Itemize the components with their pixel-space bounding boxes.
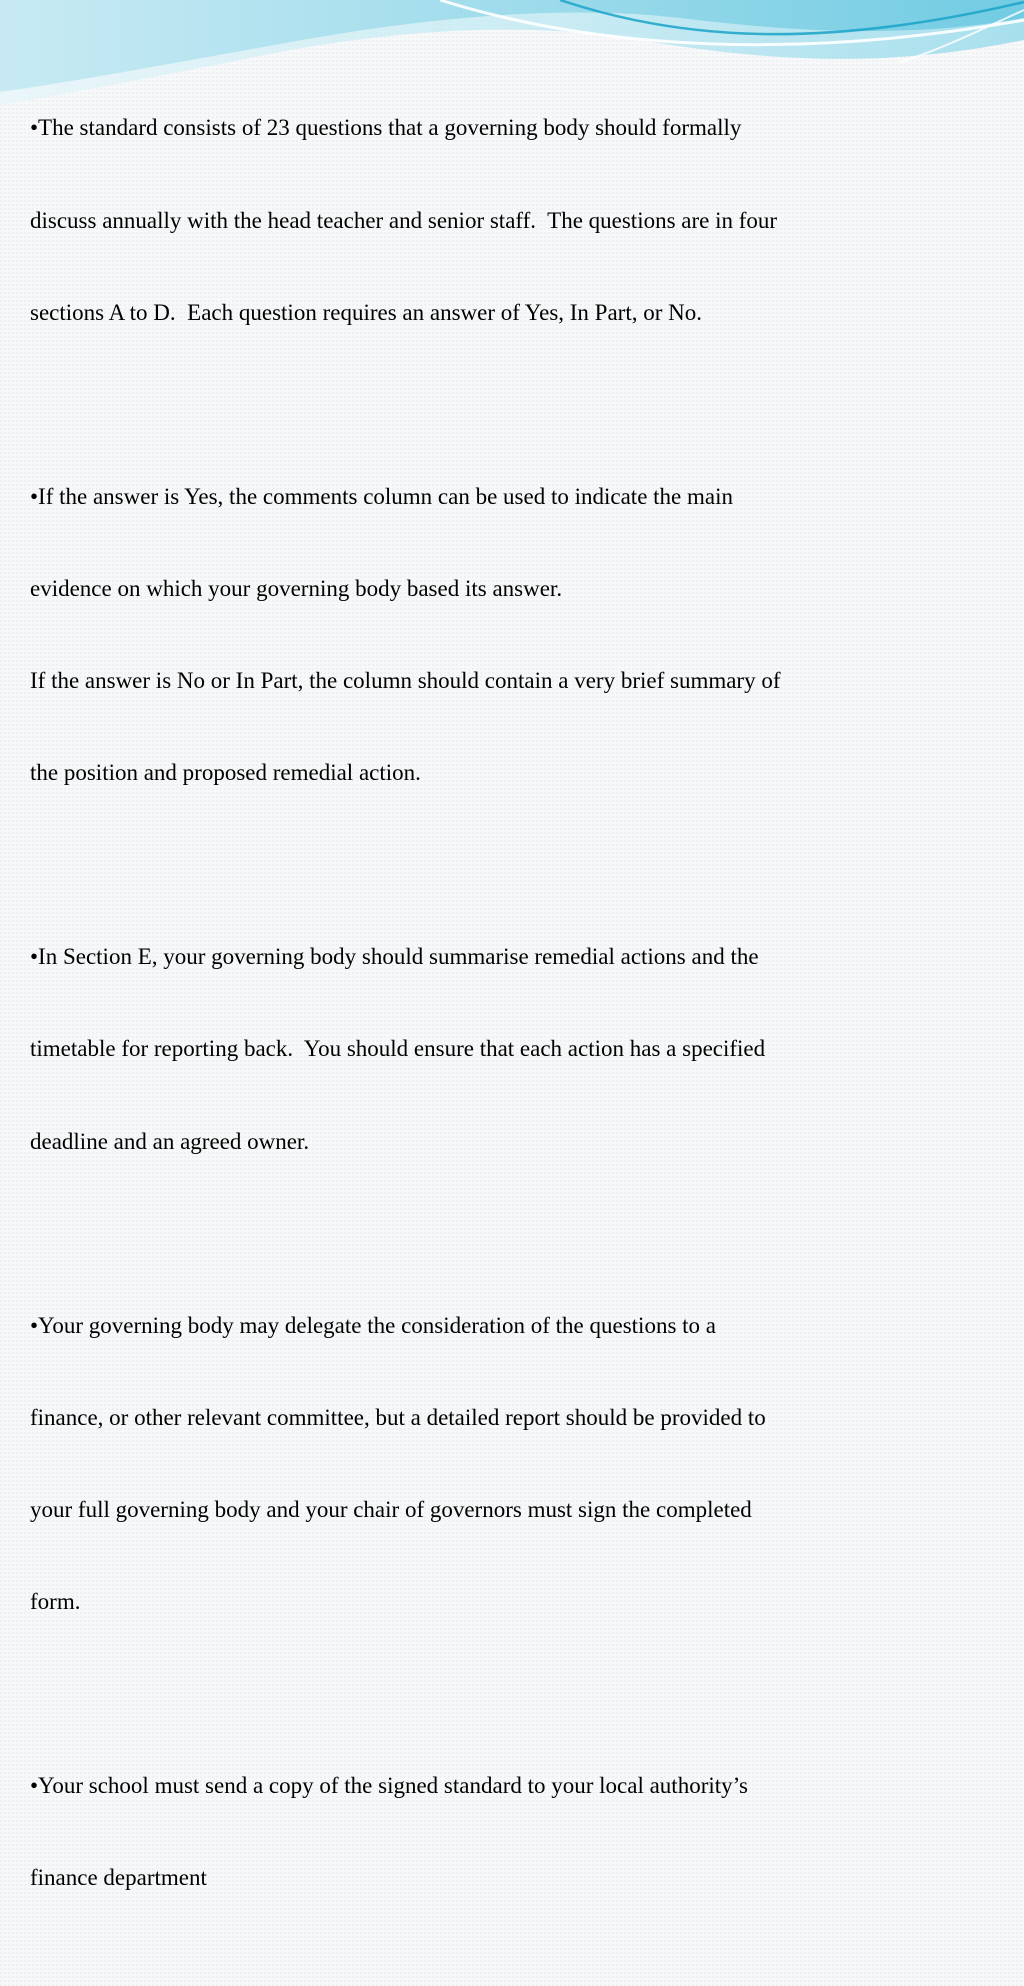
text-line: evidence on which your governing body based its answer.	[30, 575, 563, 601]
text-line: •Your governing body may delegate the consideration of the questions to a	[30, 1312, 716, 1338]
paragraph-2	[30, 420, 930, 850]
paragraph-4	[30, 1249, 930, 1679]
text-line: •The standard consists of 23 questions that a governing body should formally	[30, 115, 742, 141]
text-line: •In Section E, your governing body should summarise remedial actions and the	[30, 944, 759, 970]
paragraph-1	[30, 52, 930, 390]
text-line: •Your school must send a copy of the signed standard to your local authority’s	[30, 1773, 748, 1799]
paragraph-3	[30, 881, 930, 1219]
paragraph-5	[30, 1710, 930, 1956]
slide-body-text	[30, 52, 930, 1986]
text-line: your full governing body and your chair of governors must sign the completed	[30, 1497, 752, 1522]
text-line: the position and proposed remedial action.	[30, 760, 421, 786]
text-line: deadline and an agreed owner.	[30, 1128, 310, 1154]
text-line: timetable for reporting back. You should ensure that each action has a specified	[30, 1036, 766, 1062]
text-line: finance department	[30, 1865, 207, 1891]
text-line: •If the answer is Yes, the comments column can be used to indicate the main	[30, 483, 733, 509]
text-line: discuss annually with the head teacher and senior staff. The questions are in four	[30, 207, 778, 233]
text-line: sections A to D. Each question requires an answer of Yes, In Part, or No.	[30, 299, 702, 325]
text-line: finance, or other relevant committee, but a detailed report should be provided to	[30, 1404, 766, 1430]
text-line: form.	[30, 1589, 81, 1615]
text-line: If the answer is No or In Part, the column should contain a very brief summary of	[30, 668, 781, 694]
